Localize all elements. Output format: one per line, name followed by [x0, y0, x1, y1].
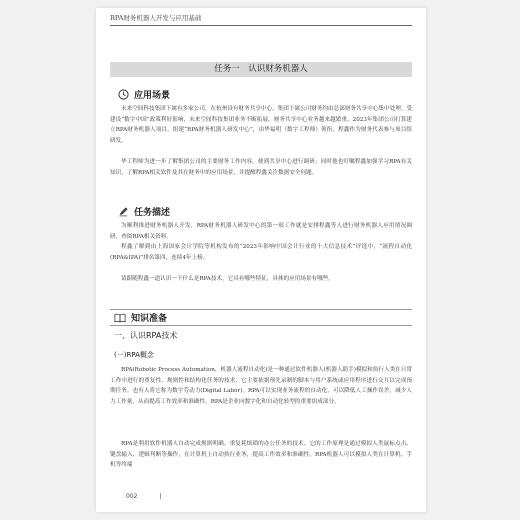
- knowledge-heading-2: (一)RPA概念: [114, 351, 154, 359]
- paragraph: 请跟随程鑫一道认识一下什么是RPA技术，它具有哪些特征，具体的应用场景有哪些。: [121, 276, 334, 282]
- paragraph: 华工程师为进一步了解集团公司的主要财务工作内容，便到共享中心进行调研；同时他也叮嘱程鑫加强学习RPA有关知识，了解RPA相关软件及其在财务中的应用场景，并提醒程鑫关注数据安全问题。: [110, 159, 412, 176]
- knowledge-section-heading: [110, 309, 412, 326]
- page-number: 002: [126, 493, 138, 500]
- book-icon: [114, 313, 126, 323]
- application-section-label: 应用场景: [134, 91, 171, 101]
- running-head: RPA财务机器人开发与应用基础: [110, 14, 202, 22]
- application-section-heading: [118, 88, 170, 101]
- task-section-label: 任务描述: [134, 208, 171, 218]
- paragraph: RPA是利用软件机器人自动完成规则明确、重复耗烦琐的办公任务的技术。它的工作原理是通过模拟人类鼠标点击、键盘输入、逻辑判断等操作，在计算机上自动执行业务，提高工作效率和准确性。RPA机器人可以模拟人类在计算机、手机等终端: [110, 441, 412, 468]
- knowledge-section-label: 知识准备: [131, 314, 168, 324]
- paragraph: 未来空间科技集团下属有多家公司，在杭州设有财务共享中心，集团下属公司财务均由总部财务共享中心集中处理。受建设“数字中国”政策利好影响，未来空间科技集团业务不断拓展，财务共享中心业务越来越繁重。2023年集团公司打算建立RPA财务机器人项目，组建“RPA财务机器人研发中心”，由华福明（数字工程师）领衔，程鑫作为财务代表参与项目组研发。: [110, 106, 412, 144]
- knowledge-heading-1: 一、认识RPA技术: [114, 331, 178, 340]
- footer-separator: |: [159, 493, 162, 500]
- paragraph: 为顺利推进财务机器人开发，RPA财务机器人研发中心的第一项工作就是安排程鑫等人进行财务机器人应用情况调研，查阅RPA相关资料。: [110, 223, 412, 240]
- task-title-bar: 任务一 认识财务机器人: [110, 62, 412, 77]
- book-page: [96, 8, 426, 512]
- page-footer: [126, 493, 161, 500]
- clock-icon: [118, 89, 129, 100]
- header-rule: [110, 25, 412, 26]
- paragraph: RPA(Robotic Process Automation，机器人流程自动化)是一种通过软件机器人(机器人助手)模拟和执行人类在日常工作中进行的重复性、规则性和结构化任务的技术，它主要依据预先录制的脚本与用户系统或应用程序进行交互以完成预期任务。也有人将它称为数字劳动力(Digital Labor)。RPA可以实现业务流程的自动化，可以降低人工操作误差，减少人力工作量，从而提高工作效率和准确性。RPA是企业向数字化和自动化转型的重要组成部分。: [110, 367, 412, 405]
- task-section-heading: [118, 205, 170, 218]
- pencil-icon: [118, 206, 129, 217]
- paragraph: 程鑫了解到由上海国家会计学院等机构发布的“2023年影响中国会计行业的十大信息技术”评选中，“流程自动化(RPA&IPA)”排名第四，连续4年上榜。: [110, 244, 412, 261]
